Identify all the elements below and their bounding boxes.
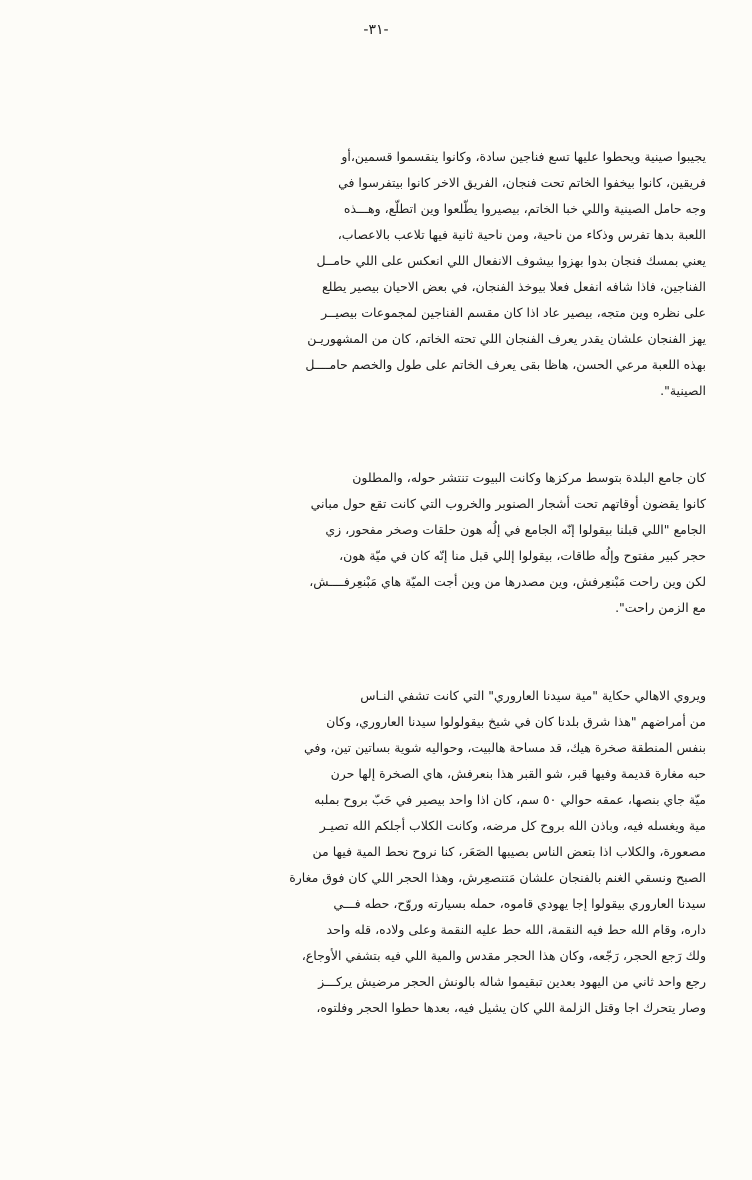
text-line: سيدنا العاروري بيقولوا إجا يهودي قاموه، حمله بسيارته وروّح، حطه فـــي xyxy=(333,896,706,911)
text-line: اللعبة بدها تفرس وذكاء من ناحية، ومن ناحية ثانية فيها تلاعب بالاعصاب، xyxy=(337,227,706,242)
text-line: يجيبوا صينية ويحطوا عليها تسع فناجين سادة، وكانوا ينقسموا قسمين،أو xyxy=(341,149,706,164)
text-line: على نظره وين متجه، بيصير عاد اذا كان مقسم الفناجين لمجموعات بيصيــر xyxy=(321,305,706,320)
text-line: وصار يتحرك اجا وقتل الزلمة اللي كان يشيل فيه، بعدها حطوا الحجر وفلتوه، xyxy=(316,1000,706,1015)
text-line: الجامع "اللي قبلنا بيقولوا إنّه الجامع في إلُه هون حلقات وصخر مفحور، زي xyxy=(325,522,706,537)
text-line: كان جامع البلدة بتوسط مركزها وكانت البيوت تنتشر حوله، والمطلون xyxy=(352,470,706,485)
paragraph-mosque xyxy=(58,465,706,621)
text-line: ولك رَجع الحجر، رَجّعه، وكان هذا الحجر مقدس والمية اللي فيه بتشفي الأوجاع، xyxy=(301,948,706,963)
text-line: ميّة جاي بنصها، عمقه حوالي ٥٠ سم، كان اذا واحد بيصير في حَبّ بروح بملبه xyxy=(314,792,706,807)
text-line: الفناجين، فاذا شافه انفعل فعلا بيوخذ الفنجان، في بعض الاحيان بيصير يطلع xyxy=(321,279,706,294)
text-line: لكن وين راحت مَبْنعِرفش، وين مصدرها من وين أجت الميّة هاي مَبْنعِرفــــش، xyxy=(309,574,706,589)
text-line: يعني بمسك فنجان بدوا بهزوا بيشوف الانفعال اللي انعكس على اللي حامــل xyxy=(316,253,706,268)
text-line: الصينية". xyxy=(660,383,706,398)
text-line: فريقين، كانوا بيخفوا الخاتم تحت فنجان، الفريق الاخر كانوا بيتفرسوا في xyxy=(338,175,706,190)
text-line: بنفس المنطقة صخرة هيك، قد مساحة هالبيت، وحواليه شوية بساتين تين، وفي xyxy=(303,740,706,755)
text-line: كانوا يقضون أوقاتهم تحت أشجار الصنوبر والخروب التي كانت تقع حول مباني xyxy=(310,496,706,511)
text-line: من أمراضهم "هذا شرق بلدنا كان في شيخ بيقولولوا سيدنا العاروري، وكان xyxy=(326,714,706,729)
page-number: -٣١- xyxy=(363,22,389,38)
text-line: داره، وقام الله حط فيه النقمة، الله حط عليه النقمة وعلى ولاده، قله واحد xyxy=(326,922,706,937)
text-line: بهذه اللعبة مرعي الحسن، هاظا بقى يعرف الخاتم على طول والخصم حامــــل xyxy=(305,357,706,372)
text-line: ويروي الاهالي حكاية "مية سيدنا العاروري" التي كانت تشفي النـاس xyxy=(360,688,706,703)
text-line: وجه حامل الصينية واللي خبا الخاتم، بيصيروا يطّلعوا وين اتطلّع، وهـــذه xyxy=(343,201,706,216)
text-line: رجع واحد ثاني من اليهود بعدين تبقيموا شاله بالونش الحجر مرضيش يركـــز xyxy=(318,974,706,989)
text-line: الصبح ونسقي الغنم بالفنجان علشان مَتنصعِرش، وهذا الحجر اللي كان فوق مغارة xyxy=(289,870,706,885)
text-line: مصعورة، والكلاب اذا بتعض الناس بصيبها الصَعَر، كنا نروح نحط المية فيها من xyxy=(312,844,706,859)
text-line: يهز الفنجان علشان يقدر يعرف الفنجان اللي تحته الخاتم، كان من المشهوريـن xyxy=(307,331,706,346)
text-line: حجر كبير مفتوح وإلُه طاقات، بيقولوا إللي قبل منا إنّه كان في ميّة هون، xyxy=(339,548,706,563)
text-line: مية ويغسله فيه، وباذن الله بروح كل مرضه، وكانت الكلاب أجلكم الله تصيـر xyxy=(319,818,706,833)
text-line: حبه مغارة قديمة وفيها قبر، شو القبر هذا بنعرفش، هاي الصخرة إلها حرن xyxy=(330,766,706,781)
paragraph-arouri-water xyxy=(58,683,706,1021)
text-line: مع الزمن راحت". xyxy=(615,600,706,615)
paragraph-ring-game xyxy=(58,144,706,404)
